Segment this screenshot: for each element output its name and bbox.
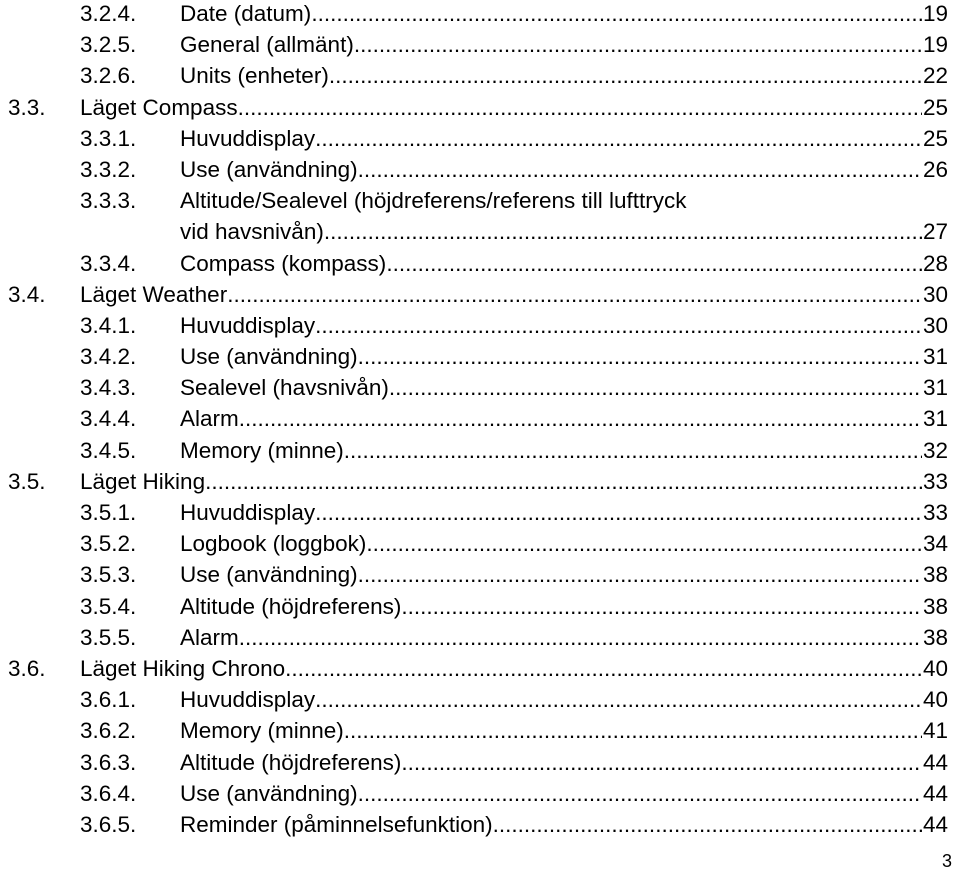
toc-entry-page: 31 <box>922 344 948 370</box>
toc-entry[interactable] <box>0 561 960 592</box>
toc-entry-line <box>80 655 948 683</box>
toc-entry-page: 31 <box>922 406 948 432</box>
toc-dot-leader <box>401 749 922 777</box>
toc-entry[interactable] <box>0 31 960 62</box>
toc-entry-number: 3.6.1. <box>80 687 137 713</box>
toc-dot-leader <box>285 655 922 683</box>
toc-entry-page: 19 <box>922 1 948 26</box>
toc-entry-number: 3.6.4. <box>80 780 137 806</box>
toc-entry-number: 3.3. <box>8 94 46 120</box>
toc-entry[interactable] <box>0 156 960 187</box>
toc-entry-line <box>180 499 948 527</box>
toc-entry[interactable] <box>0 0 960 31</box>
toc-dot-leader <box>227 281 922 309</box>
toc-entry-line <box>180 405 948 433</box>
toc-entry-line <box>180 561 948 589</box>
toc-entry-page: 30 <box>922 312 948 338</box>
toc-dot-leader <box>366 530 922 558</box>
toc-entry-line <box>180 780 948 808</box>
toc-entry-title: Huvuddisplay <box>180 125 316 151</box>
toc-entry-number: 3.3.2. <box>80 156 137 182</box>
toc-entry-title: Altitude (höjdreferens) <box>180 749 402 775</box>
toc-entry-page: 25 <box>922 125 948 151</box>
toc-dot-leader <box>401 593 922 621</box>
toc-dot-leader <box>315 125 922 153</box>
toc-entry-number: 3.4.4. <box>80 406 137 432</box>
toc-entry[interactable] <box>0 187 960 218</box>
toc-dot-leader <box>358 561 922 589</box>
toc-entry-number: 3.4. <box>8 281 46 307</box>
toc-entry-number: 3.5.4. <box>80 593 137 619</box>
toc-entry-page: 40 <box>922 687 948 713</box>
toc-entry-title: Alarm <box>180 406 239 432</box>
toc-entry-line <box>180 218 948 246</box>
toc-entry-line <box>80 94 948 122</box>
toc-entry-title: Use (användning) <box>180 780 358 806</box>
toc-entry-number: 3.6.2. <box>80 718 137 744</box>
toc-section-entry[interactable] <box>0 468 960 499</box>
toc-entry[interactable] <box>0 811 960 842</box>
toc-entry-title: Läget Hiking <box>80 468 206 494</box>
toc-entry-number: 3.6. <box>8 655 46 681</box>
toc-entry-page: 28 <box>922 250 948 276</box>
toc-dot-leader <box>315 686 922 714</box>
toc-entry-line <box>180 749 948 777</box>
toc-entry-line <box>180 312 948 340</box>
toc-section-entry[interactable] <box>0 94 960 125</box>
toc-entry-number: 3.5.3. <box>80 562 137 588</box>
toc-entry[interactable] <box>0 312 960 343</box>
toc-entry-number: 3.2.4. <box>80 1 137 26</box>
toc-section-entry[interactable] <box>0 655 960 686</box>
toc-dot-leader <box>311 0 922 28</box>
toc-section-entry[interactable] <box>0 281 960 312</box>
toc-entry-page: 34 <box>922 531 948 557</box>
toc-dot-leader <box>358 156 922 184</box>
toc-entry-line <box>180 250 948 278</box>
toc-entry-title: Läget Weather <box>80 281 228 307</box>
toc-entry-title: Date (datum) <box>180 1 312 26</box>
toc-entry-page: 38 <box>922 624 948 650</box>
toc-entry[interactable] <box>0 686 960 717</box>
toc-entry-line <box>180 811 948 839</box>
toc-entry-title: Use (användning) <box>180 156 358 182</box>
toc-entry-line <box>180 593 948 621</box>
toc-entry-page: 33 <box>922 500 948 525</box>
toc-entry-title: Logbook (loggbok) <box>180 531 367 557</box>
toc-entry-page: 40 <box>922 655 948 681</box>
toc-entry[interactable] <box>0 250 960 281</box>
toc-entry-page: 44 <box>922 811 948 837</box>
toc-entry-number: 3.2.5. <box>80 32 137 58</box>
toc-dot-leader <box>354 31 922 59</box>
toc-entry[interactable] <box>0 62 960 93</box>
toc-entry-line <box>180 686 948 714</box>
toc-dot-leader <box>239 624 922 652</box>
toc-entry-title: Compass (kompass) <box>180 250 387 276</box>
toc-dot-leader <box>329 62 922 90</box>
toc-entry-number: 3.2.6. <box>80 63 137 89</box>
toc-dot-leader <box>358 780 922 808</box>
toc-entry-title: Memory (minne) <box>180 437 344 463</box>
toc-entry-page: 31 <box>922 375 948 401</box>
toc-entry-line <box>180 31 948 59</box>
toc-entry-page: 44 <box>922 780 948 806</box>
toc-entry-title: Sealevel (havsnivån) <box>180 375 389 401</box>
toc-entry-number: 3.6.5. <box>80 811 137 837</box>
toc-entry[interactable] <box>0 374 960 405</box>
toc-entry-title: Läget Compass <box>80 94 238 120</box>
toc-dot-leader <box>324 218 922 246</box>
toc-entry-line <box>180 717 948 745</box>
toc-dot-leader <box>238 94 922 122</box>
toc-entry-number: 3.5. <box>8 468 46 494</box>
toc-entry-number: 3.5.5. <box>80 624 137 650</box>
toc-entry[interactable] <box>0 125 960 156</box>
toc-entry-number: 3.6.3. <box>80 749 137 775</box>
toc-dot-leader <box>358 343 922 371</box>
toc-entry-number: 3.3.3. <box>80 188 137 214</box>
toc-entry-title: Läget Hiking Chrono <box>80 655 286 681</box>
toc-entry-number: 3.3.1. <box>80 125 137 151</box>
toc-dot-leader <box>315 499 922 527</box>
toc-entry-number: 3.3.4. <box>80 250 137 276</box>
toc-entry-page: 32 <box>922 437 948 463</box>
toc-entry-title: Huvuddisplay <box>180 312 316 338</box>
toc-entry-title: Use (användning) <box>180 562 358 588</box>
toc-dot-leader <box>205 468 922 496</box>
toc-entry-page: 41 <box>922 718 948 744</box>
toc-entry-page: 26 <box>922 156 948 182</box>
toc-dot-leader <box>493 811 922 839</box>
toc-entry-number: 3.4.5. <box>80 437 137 463</box>
toc-dot-leader <box>344 437 922 465</box>
toc-entry-title: Altitude (höjdreferens) <box>180 593 402 619</box>
toc-dot-leader <box>239 405 922 433</box>
toc-entry[interactable] <box>0 530 960 561</box>
toc-entry-line <box>80 468 948 496</box>
page-number: 3 <box>941 851 952 871</box>
toc-entry[interactable] <box>0 624 960 655</box>
toc-entry[interactable] <box>0 437 960 468</box>
toc-entry-page: 27 <box>922 219 948 245</box>
toc-entry-line <box>180 62 948 90</box>
toc-entry-line <box>180 156 948 184</box>
toc-entry-title: Altitude/Sealevel (höjdreferens/referens till lufttryck <box>180 188 687 214</box>
toc-entry[interactable] <box>0 405 960 436</box>
toc-entry[interactable] <box>0 499 960 530</box>
toc-entry-page: 38 <box>922 562 948 588</box>
toc-entry[interactable] <box>0 343 960 374</box>
toc-dot-leader <box>389 374 922 402</box>
toc-entry[interactable] <box>0 780 960 811</box>
toc-entry-number: 3.4.3. <box>80 375 137 401</box>
toc-entry-number: 3.4.1. <box>80 312 137 338</box>
toc-entry-line <box>180 343 948 371</box>
toc-entry-page: 44 <box>922 749 948 775</box>
toc-entry-page: 33 <box>922 468 948 494</box>
toc-entry-page: 38 <box>922 593 948 619</box>
toc-entry-line <box>180 530 948 558</box>
toc-entry-number: 3.5.2. <box>80 531 137 557</box>
toc-entry-title: Use (användning) <box>180 344 358 370</box>
toc-entry-title: Memory (minne) <box>180 718 344 744</box>
toc-entry-line <box>80 281 948 309</box>
toc-dot-leader <box>315 312 922 340</box>
toc-entry-title-continuation: vid havsnivån) <box>180 219 324 245</box>
toc-dot-leader <box>386 250 922 278</box>
toc-entry-page: 22 <box>922 63 948 89</box>
toc-entry-continuation[interactable] <box>0 218 960 249</box>
toc-entry-page: 19 <box>922 32 948 58</box>
toc-entry-title: General (allmänt) <box>180 32 354 58</box>
toc-entry-line <box>180 437 948 465</box>
toc-entry-line <box>180 374 948 402</box>
toc-entry-title: Huvuddisplay <box>180 687 316 713</box>
toc-entry-page: 30 <box>922 281 948 307</box>
toc-entry-number: 3.4.2. <box>80 344 137 370</box>
toc-entry-title: Units (enheter) <box>180 63 329 89</box>
toc-dot-leader <box>344 717 922 745</box>
toc-entry-line <box>180 187 948 215</box>
toc-entry-line <box>180 624 948 652</box>
toc-entry-line <box>180 125 948 153</box>
toc-entry-number: 3.5.1. <box>80 500 137 525</box>
toc-entry-title: Huvuddisplay <box>180 500 316 525</box>
toc-entry[interactable] <box>0 717 960 748</box>
toc-entry-page: 25 <box>922 94 948 120</box>
toc-entry[interactable] <box>0 749 960 780</box>
toc-entry-title: Alarm <box>180 624 239 650</box>
toc-entry[interactable] <box>0 593 960 624</box>
toc-entry-line <box>180 0 948 28</box>
toc-entry-title: Reminder (påminnelsefunktion) <box>180 811 493 837</box>
